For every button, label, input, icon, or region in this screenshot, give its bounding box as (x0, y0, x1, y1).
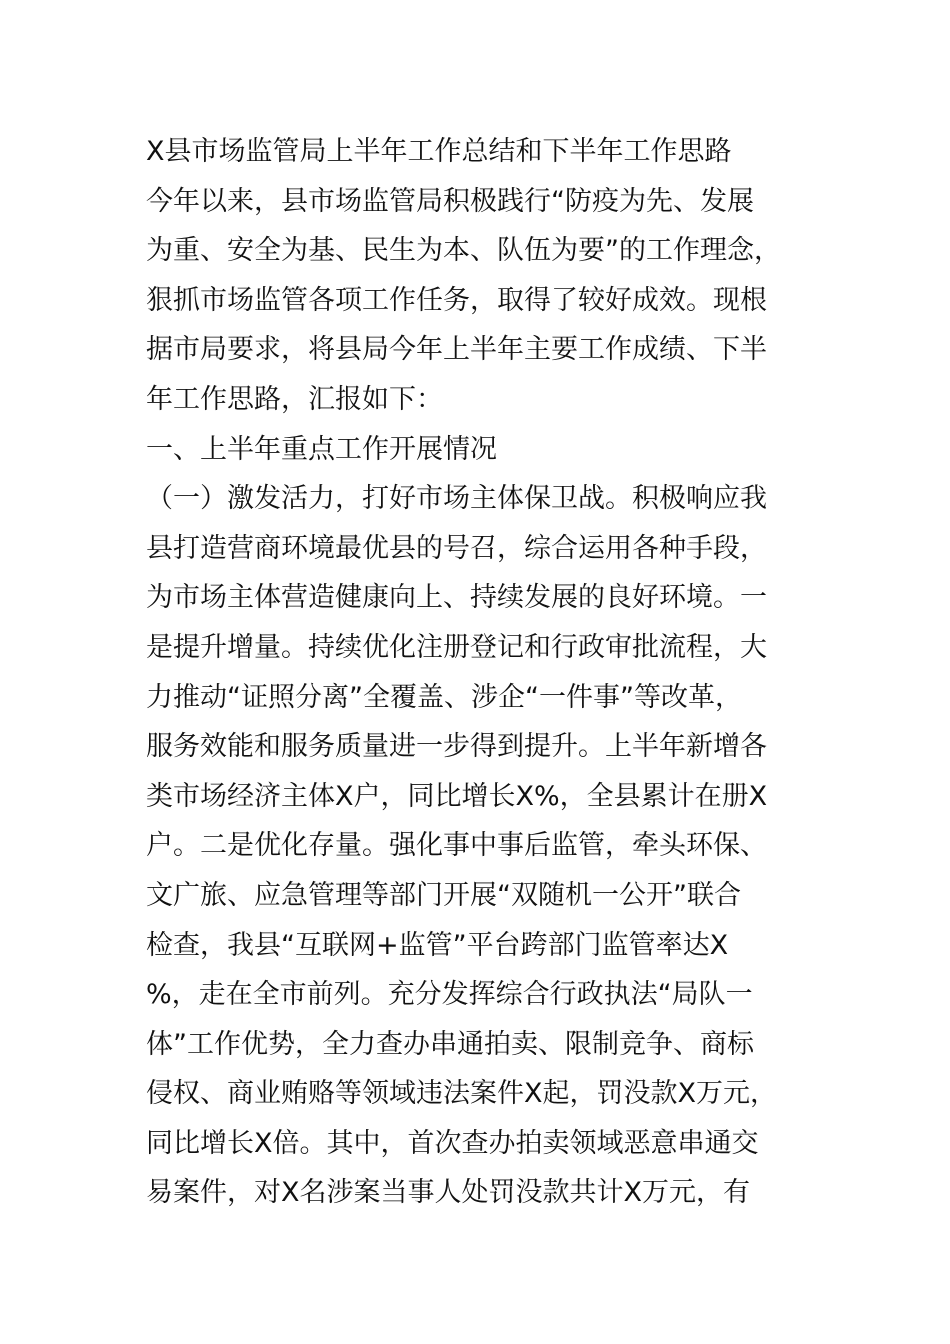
paragraph-line: 体”工作优势，全力查办串通拍卖、限制竞争、商标 (146, 1028, 754, 1060)
paragraph-line: （一）激发活力，打好市场主体保卫战。积极响应我 (146, 483, 767, 515)
paragraph-line: 服务效能和服务质量进一步得到提升。上半年新增各 (146, 731, 767, 763)
paragraph-line: 今年以来，县市场监管局积极践行“防疫为先、发展 (146, 185, 754, 217)
paragraph-line: 户。二是优化存量。强化事中事后监管，牵头环保、 (146, 830, 767, 862)
paragraph-line: 为重、安全为基、民生为本、队伍为要”的工作理念， (146, 235, 781, 267)
document-body (146, 127, 826, 1218)
paragraph-line: 同比增长X倍。其中，首次查办拍卖领域恶意串通交 (146, 1127, 759, 1159)
document-title: X县市场监管局上半年工作总结和下半年工作思路 (146, 136, 732, 167)
paragraph-line: 力推动“证照分离”全覆盖、涉企“一件事”等改革， (146, 681, 742, 713)
paragraph-line: %，走在全市前列。充分发挥综合行政执法“局队一 (146, 979, 753, 1011)
paragraph-line: 易案件，对X名涉案当事人处罚没款共计X万元，有 (146, 1177, 750, 1209)
paragraph-line: 狠抓市场监管各项工作任务，取得了较好成效。现根 (146, 284, 767, 316)
paragraph-line: 年工作思路，汇报如下： (146, 383, 443, 415)
paragraph-line: 类市场经济主体X户，同比增长X%，全县累计在册X (146, 780, 768, 812)
paragraph-line: 据市局要求，将县局今年上半年主要工作成绩、下半 (146, 334, 767, 366)
paragraph-line: 县打造营商环境最优县的号召，综合运用各种手段， (146, 532, 767, 564)
paragraph-line: 为市场主体营造健康向上、持续发展的良好环境。一 (146, 582, 767, 614)
paragraph-line: 侵权、商业贿赂等领域违法案件X起，罚没款X万元， (146, 1078, 777, 1110)
section-heading: 一、上半年重点工作开展情况 (146, 433, 497, 465)
paragraph-line: 文广旅、应急管理等部门开展“双随机一公开”联合 (146, 879, 741, 911)
paragraph-line: 检查，我县“互联网+监管”平台跨部门监管率达X (146, 929, 729, 961)
paragraph-line: 是提升增量。持续优化注册登记和行政审批流程，大 (146, 631, 767, 663)
